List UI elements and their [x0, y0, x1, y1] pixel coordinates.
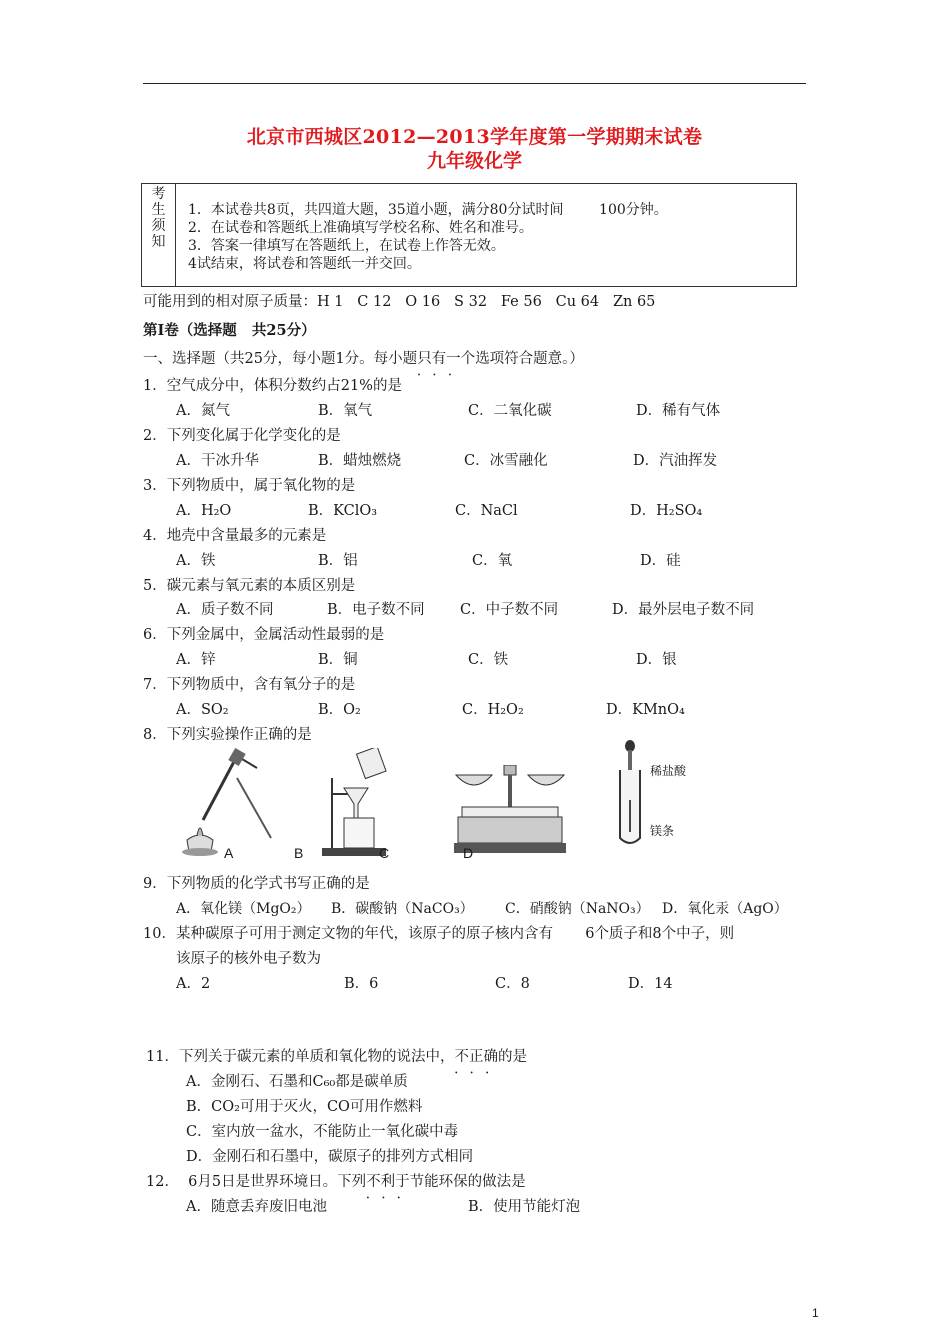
- notice-item: 3．答案一律填写在答题纸上，在试卷上作答无效。: [188, 238, 505, 254]
- option-d: D．氧化汞（AgO）: [662, 901, 788, 917]
- notice-item: 1．本试卷共8页，共四道大题，35道小题，满分80分试时间 100分钟。: [188, 202, 668, 218]
- option-d: D．最外层电子数不同: [612, 602, 755, 618]
- option-c: C．室内放一盆水，不能防止一氧化碳中毒: [186, 1124, 459, 1140]
- option-d: D．稀有气体: [636, 403, 721, 419]
- figure-label-b: B: [294, 845, 304, 861]
- option-c: C．铁: [468, 652, 509, 668]
- option-b: B．铝: [318, 553, 358, 569]
- question-stem: 11．下列关于碳元素的单质和氧化物的说法中，不正确 • • •的是: [146, 1047, 527, 1067]
- option-a: A．锌: [176, 652, 216, 668]
- label-dilute-acid: 稀盐酸: [650, 764, 687, 778]
- option-d: D．汽油挥发: [633, 453, 718, 469]
- option-a: A．2: [176, 976, 211, 992]
- option-b: B．碳酸钠（NaCO₃）: [331, 901, 474, 917]
- notice-item: 4试结束，将试卷和答题纸一并交回。: [188, 256, 421, 272]
- emphasis-text: 不利于 • • •: [366, 1174, 410, 1190]
- option-c: C．冰雪融化: [464, 453, 548, 469]
- option-b: B．CO₂可用于灭火，CO可用作燃料: [186, 1099, 423, 1115]
- option-d: D．KMnO₄: [606, 702, 685, 718]
- emphasis-text: 只有一个 • • •: [417, 351, 475, 367]
- exam-subtitle: 九年级化学: [426, 150, 522, 172]
- label-mg-strip: 镁条: [650, 824, 675, 838]
- header-rule: [143, 83, 806, 84]
- option-d: D．H₂SO₄: [630, 503, 703, 519]
- figure-filtration: [318, 748, 390, 860]
- atomic-masses: 可能用到的相对原子质量：H 1 C 12 O 16 S 32 Fe 56 Cu 64 Zn 65: [143, 294, 656, 310]
- option-c: C．氧: [472, 553, 513, 569]
- figure-label-a: A: [224, 845, 234, 861]
- notice-item: 2．在试卷和答题纸上准确填写学校名称、姓名和准号。: [188, 220, 533, 236]
- option-b: B．6: [344, 976, 379, 992]
- figure-dropper-test-tube: [612, 740, 648, 850]
- option-b: B．O₂: [318, 702, 361, 718]
- option-d: D．硅: [640, 553, 681, 569]
- notice-heading: 考 生 须 知: [142, 184, 176, 286]
- option-b: B．铜: [318, 652, 358, 668]
- option-a: A．干冰升华: [176, 453, 259, 469]
- question-stem-cont: 该原子的核外电子数为: [176, 951, 321, 967]
- option-a: A．H₂O: [176, 503, 232, 519]
- question-stem: 10．某种碳原子可用于测定文物的年代，该原子的原子核内含有 6个质子和8个中子，则: [143, 926, 735, 942]
- notice-box: [141, 183, 797, 287]
- figure-label-c: C: [379, 845, 390, 861]
- option-c: C．二氧化碳: [468, 403, 552, 419]
- option-b: B．氧气: [318, 403, 373, 419]
- figure-heating-test-tube: [175, 748, 275, 858]
- option-c: C．NaCl: [455, 503, 518, 519]
- question-stem: 4．地壳中含量最多的元素是: [143, 528, 327, 544]
- option-d: D．14: [628, 976, 673, 992]
- page-number: 1: [812, 1306, 819, 1320]
- question-stem: 9．下列物质的化学式书写正确的是: [143, 876, 370, 892]
- option-a: A．随意丢弃废旧电池: [186, 1199, 327, 1215]
- emphasis-text: 不正确 • • •: [454, 1049, 498, 1065]
- question-stem: 8．下列实验操作正确的是: [143, 727, 312, 743]
- question-stem: 5．碳元素与氧元素的本质区别是: [143, 578, 356, 594]
- figure-label-d: D: [463, 845, 474, 861]
- exam-title: 北京市西城区2012—2013学年度第一学期期末试卷: [246, 126, 703, 148]
- question-stem: 2．下列变化属于化学变化的是: [143, 428, 341, 444]
- option-d: D．银: [636, 652, 677, 668]
- option-a: A．质子数不同: [176, 602, 274, 618]
- option-b: B．使用节能灯泡: [468, 1199, 581, 1215]
- option-b: B．KClO₃: [308, 503, 378, 519]
- option-a: A．金刚石、石墨和C₆₀都是碳单质: [186, 1074, 408, 1090]
- option-c: C．8: [495, 976, 530, 992]
- option-b: B．电子数不同: [327, 602, 425, 618]
- question-stem: 7．下列物质中，含有氧分子的是: [143, 677, 356, 693]
- option-a: A．铁: [176, 553, 216, 569]
- section-instruction: 一、选择题（共25分，每小题1分。每小题只有一个 • • •选项符合题意。）: [143, 349, 584, 369]
- option-d: D．金刚石和石墨中，碳原子的排列方式相同: [186, 1149, 474, 1165]
- option-c: C．硝酸钠（NaNO₃）: [505, 901, 650, 917]
- option-b: B．蜡烛燃烧: [318, 453, 402, 469]
- option-a: A．氮气: [176, 403, 230, 419]
- part-title: 第Ⅰ卷（选择题 共25分）: [143, 322, 316, 339]
- option-a: A．氧化镁（MgO₂）: [176, 901, 311, 917]
- figure-balance: [452, 765, 570, 857]
- question-stem: 3．下列物质中，属于氧化物的是: [143, 478, 356, 494]
- option-c: C．中子数不同: [460, 602, 559, 618]
- question-stem: 1．空气成分中，体积分数约占21%的是: [143, 378, 402, 394]
- question-stem: 6．下列金属中，金属活动性最弱的是: [143, 627, 385, 643]
- option-c: C．H₂O₂: [462, 702, 524, 718]
- option-a: A．SO₂: [176, 702, 229, 718]
- question-stem: 12． 6月5日是世界环境日。下列不利于 • • •节能环保的做法是: [146, 1172, 526, 1192]
- notice-items: [188, 201, 668, 273]
